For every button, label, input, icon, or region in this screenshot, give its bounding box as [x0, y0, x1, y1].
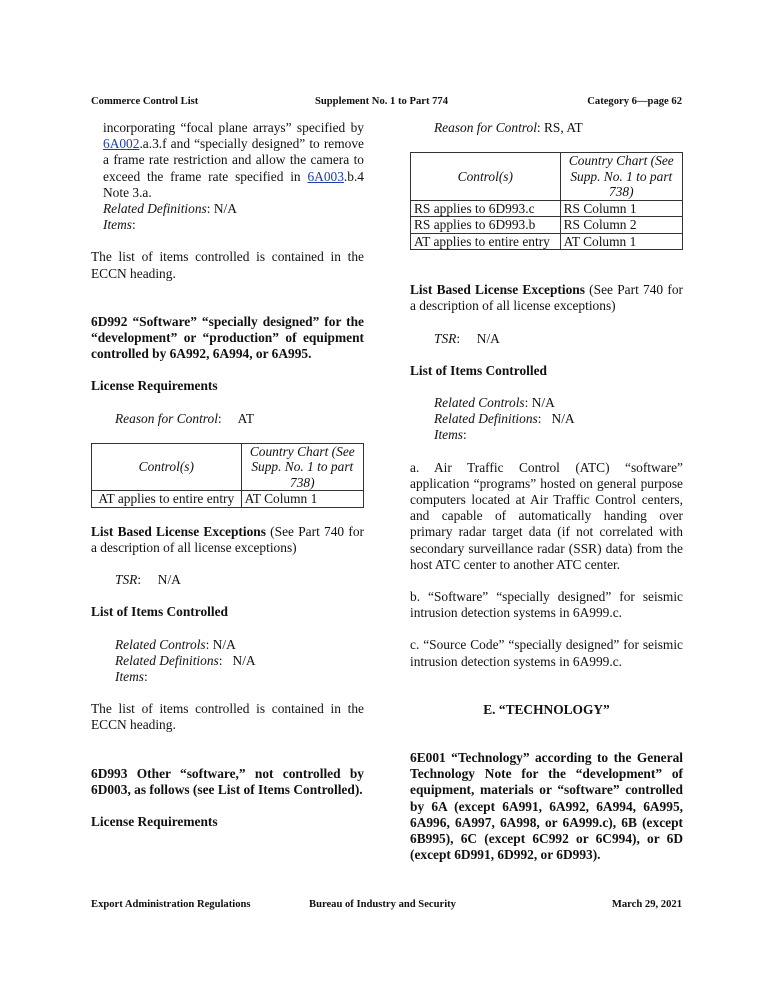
items-text: The list of items controlled is contained in the ECCN heading.: [91, 701, 364, 733]
link-6a003[interactable]: 6A003: [307, 168, 344, 184]
items-label: Items:: [103, 217, 136, 233]
eccn-6d993-heading: 6D993 Other “software,” not controlled by 6D003, as follows (see List of Items Controlled).: [91, 765, 364, 797]
table-row: AT applies to entire entry AT Column 1: [92, 491, 364, 508]
table-header-controls: Control(s): [411, 153, 561, 201]
continuation-paragraph: incorporating “focal plane arrays” specified by 6A002.a.3.f and “specially designed” to remove a frame rate restriction and allow the camera to exceed the frame rate specified in 6A003.b.4 Note 3.a.: [103, 120, 364, 200]
related-definitions: Related Definitions: N/A: [103, 201, 237, 217]
list-based-license-exceptions: List Based License Exceptions (See Part 740 for a description of all license exceptions): [410, 282, 683, 314]
country-chart-table: [91, 443, 364, 508]
footer-left: Export Administration Regulations: [91, 899, 251, 910]
right-column: [410, 120, 683, 863]
reason-for-control: Reason for Control: AT: [115, 410, 255, 426]
reason-for-control: Reason for Control: RS, AT: [434, 120, 583, 135]
table-row: RS applies to 6D993.c RS Column 1: [411, 200, 683, 217]
header-left: Commerce Control List: [91, 96, 199, 107]
table-header-country-chart: Country Chart (See Supp. No. 1 to part 738): [241, 443, 363, 491]
table-header-controls: Control(s): [92, 443, 242, 491]
footer-right: March 29, 2021: [611, 899, 682, 910]
eccn-6e001-heading: 6E001 “Technology” according to the General Technology Note for the “development” of equipment, materials or “software” controlled by 6A (except 6A991, 6A992, 6A994, 6A995, 6A996, 6A997, 6A998, or 6A999.c), 6B (except 6B995), 6C (except 6C992 or 6C994), or 6D (except 6D991, 6D992, or 6D993).: [410, 750, 683, 863]
tsr-line: TSR: N/A: [115, 572, 181, 588]
list-of-items-heading: List of Items Controlled: [410, 362, 547, 378]
list-of-items-heading: List of Items Controlled: [91, 604, 228, 620]
table-header-country-chart: Country Chart (See Supp. No. 1 to part 738): [560, 153, 682, 201]
related-definitions: Related Definitions: N/A: [115, 652, 256, 668]
items-label: Items:: [434, 427, 467, 443]
item-a: a. Air Traffic Control (ATC) “software” application “programs” hosted on general purpose computers located at Air Traffic Control centers, and capable of automatically handing over primary radar target data (if not correlated with secondary surveillance radar (SSR) data) from the host ATC center to another ATC center.: [410, 459, 683, 572]
list-based-license-exceptions: List Based License Exceptions (See Part 740 for a description of all license exceptions): [91, 523, 364, 556]
table-row: AT applies to entire entry AT Column 1: [411, 233, 683, 250]
items-text: The list of items controlled is contained in the ECCN heading.: [91, 249, 364, 281]
license-requirements-heading: License Requirements: [91, 814, 218, 830]
license-requirements-heading: License Requirements: [91, 378, 218, 394]
items-label: Items:: [115, 669, 148, 685]
left-column: [91, 120, 364, 830]
item-c: c. “Source Code” “specially designed” for seismic intrusion detection systems in 6A999.c.: [410, 637, 683, 669]
related-controls: Related Controls: N/A: [434, 395, 555, 411]
footer-center: Bureau of Industry and Security: [309, 899, 456, 910]
header-center: Supplement No. 1 to Part 774: [315, 96, 449, 107]
item-b: b. “Software” “specially designed” for seismic intrusion detection systems in 6A999.c.: [410, 589, 683, 621]
link-6a002[interactable]: 6A002: [103, 136, 140, 152]
header-right: Category 6—page 62: [587, 96, 682, 107]
related-controls: Related Controls: N/A: [115, 636, 236, 652]
eccn-6d992-heading: 6D992 “Software” “specially designed” for the “development” or “production” of equipment controlled by 6A992, 6A994, or 6A995.: [91, 313, 364, 362]
table-row: RS applies to 6D993.b RS Column 2: [411, 217, 683, 234]
related-definitions: Related Definitions: N/A: [434, 411, 575, 427]
tsr-line: TSR: N/A: [434, 330, 500, 346]
section-e-title: E. “TECHNOLOGY”: [483, 701, 610, 717]
country-chart-table: [410, 152, 683, 250]
